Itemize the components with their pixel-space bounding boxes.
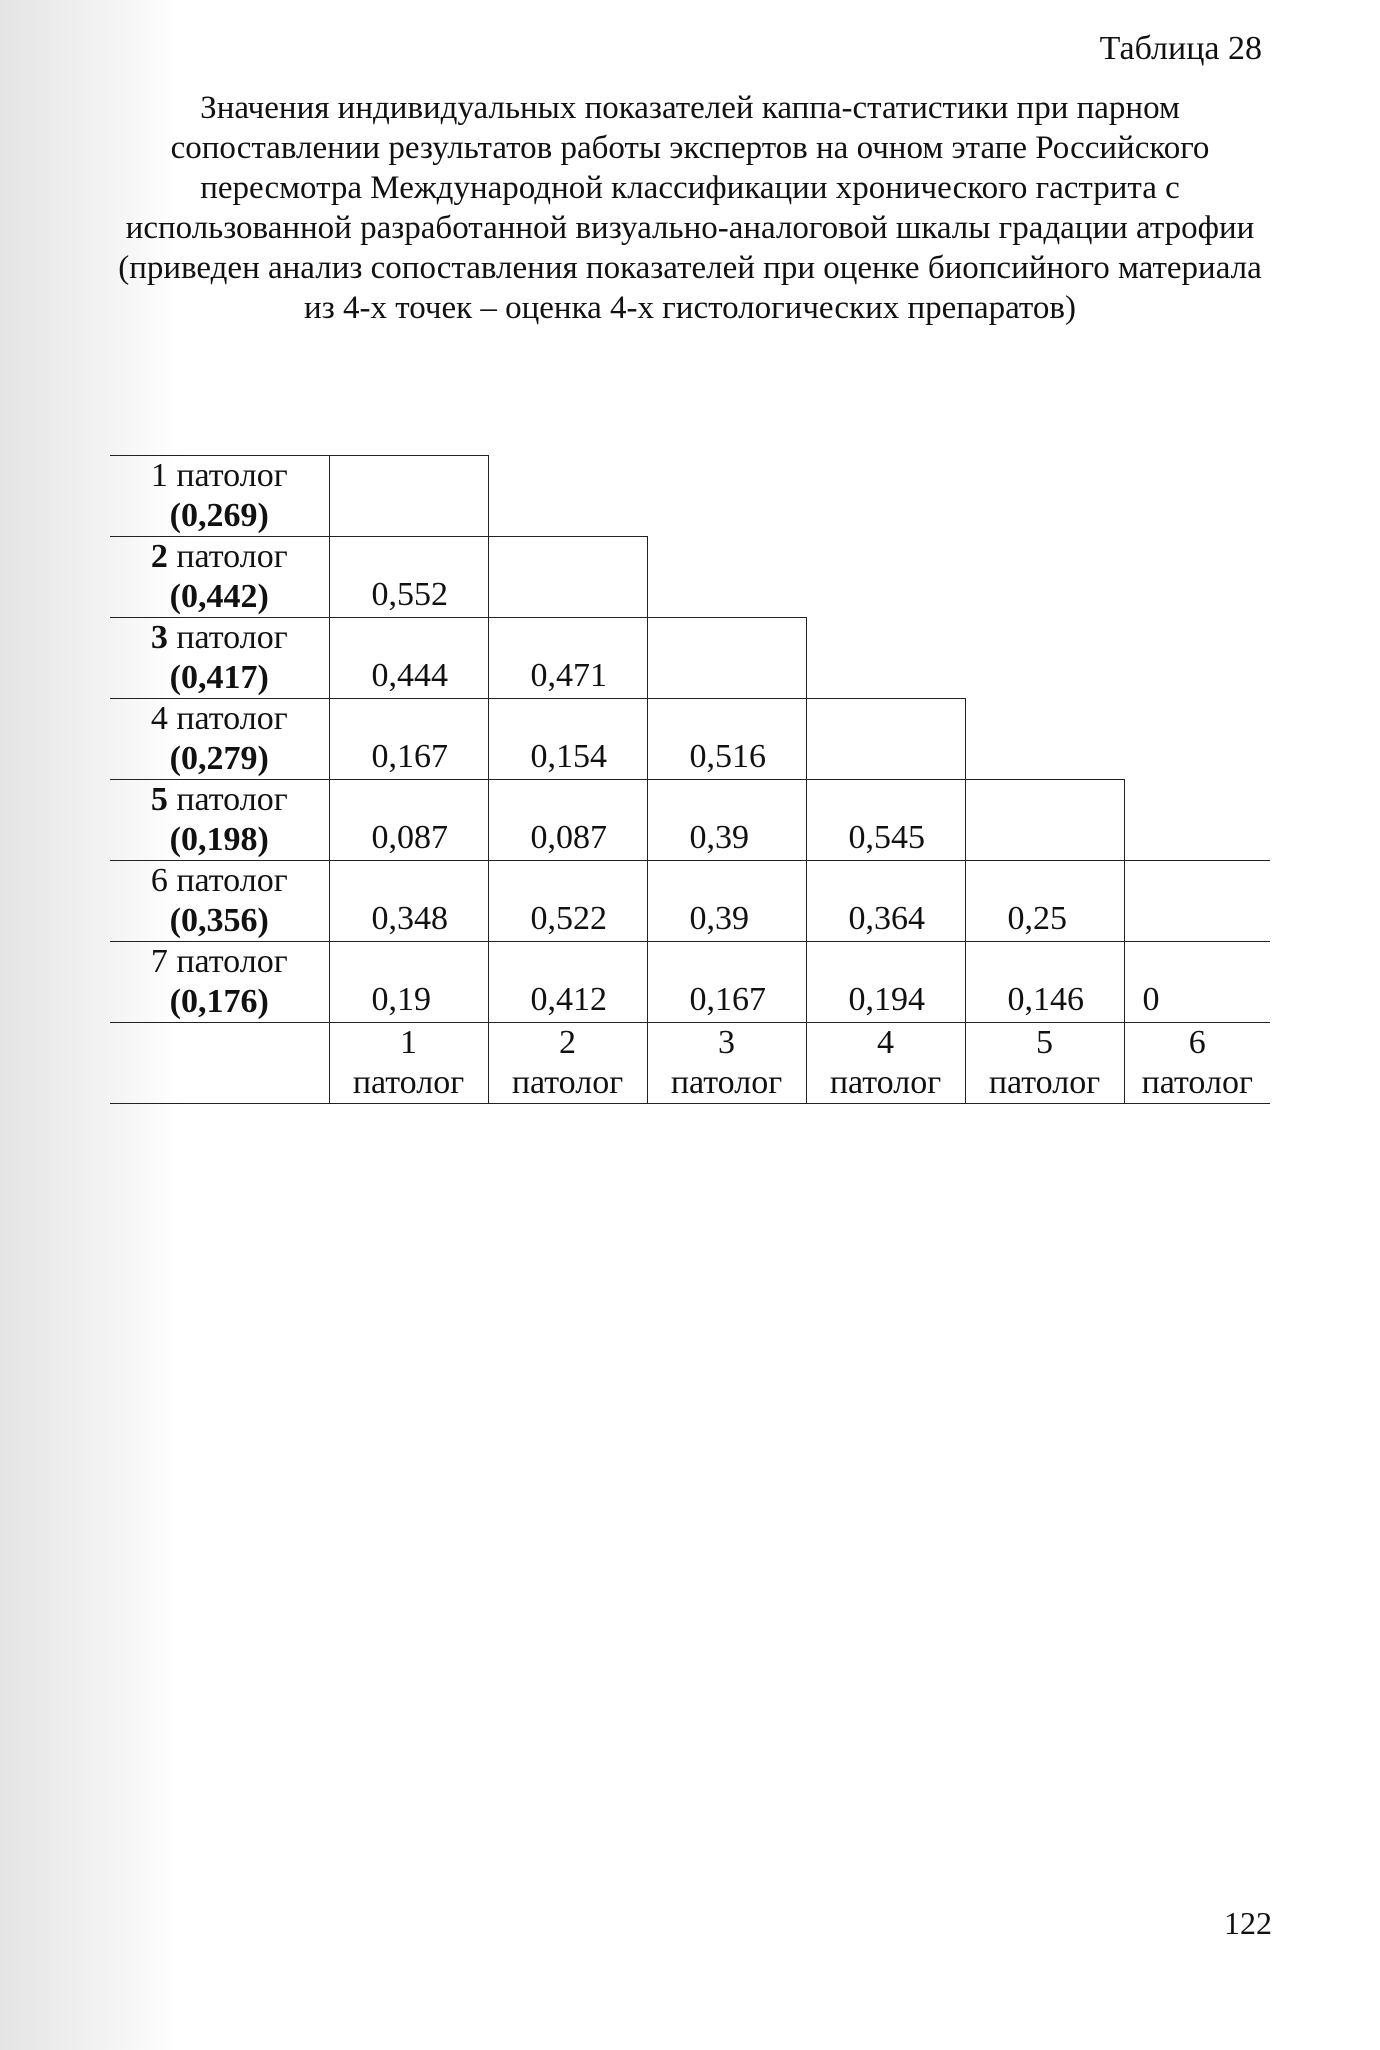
kappa-matrix-table xyxy=(110,455,1270,1104)
row-header-name xyxy=(110,537,329,577)
empty-step-cell xyxy=(647,618,806,699)
column-header-number: 3 xyxy=(718,1024,735,1061)
column-header-row xyxy=(110,1023,1270,1104)
column-header-word: патолог xyxy=(511,1064,624,1101)
table-row xyxy=(110,942,1270,1023)
column-header-word: патолог xyxy=(829,1064,942,1101)
empty-step-cell xyxy=(488,537,647,618)
row-header-name xyxy=(110,861,329,901)
kappa-value-cell: 0,167 xyxy=(647,942,806,1023)
kappa-value-cell: 0,552 xyxy=(329,537,488,618)
kappa-value-cell: 0,39 xyxy=(647,861,806,942)
row-header-word: патолог xyxy=(176,619,288,656)
blank-cell xyxy=(965,699,1124,780)
table-label: Таблица 28 xyxy=(1099,30,1262,67)
empty-step-cell xyxy=(806,699,965,780)
table-row xyxy=(110,861,1270,942)
row-header-name xyxy=(110,942,329,982)
column-header-number: 6 xyxy=(1188,1024,1206,1061)
row-header-pathologist xyxy=(110,942,329,1023)
kappa-value-cell: 0,412 xyxy=(488,942,647,1023)
column-header-number: 1 xyxy=(400,1024,417,1061)
row-header-name xyxy=(110,699,329,739)
table-row xyxy=(110,456,1270,537)
column-header-number: 2 xyxy=(559,1024,576,1061)
blank-cell xyxy=(1124,699,1270,780)
blank-cell xyxy=(965,456,1124,537)
blank-cell xyxy=(1124,780,1270,861)
column-header-word: патолог xyxy=(670,1064,783,1101)
kappa-value-cell: 0,154 xyxy=(488,699,647,780)
kappa-value-cell: 0,087 xyxy=(488,780,647,861)
row-header-pathologist xyxy=(110,537,329,618)
row-header-pathologist xyxy=(110,861,329,942)
row-header-kappa: (0,356) xyxy=(169,902,269,939)
blank-cell xyxy=(1124,456,1270,537)
column-header-number: 4 xyxy=(877,1024,894,1061)
column-header-pathologist xyxy=(965,1023,1124,1104)
row-header-number: 3 xyxy=(150,619,168,656)
page-number: 122 xyxy=(1224,1905,1272,1941)
kappa-value-cell: 0,167 xyxy=(329,699,488,780)
row-header-name xyxy=(110,618,329,658)
column-header-pathologist xyxy=(806,1023,965,1104)
column-header-pathologist xyxy=(1124,1023,1270,1104)
row-header-word: патолог xyxy=(176,538,288,575)
row-header-number: 2 xyxy=(150,538,168,575)
kappa-value-cell: 0,39 xyxy=(647,780,806,861)
row-header-kappa: (0,269) xyxy=(169,497,269,534)
blank-cell xyxy=(806,618,965,699)
row-header-name xyxy=(110,456,329,496)
kappa-value-cell: 0,364 xyxy=(806,861,965,942)
row-header-number: 4 xyxy=(150,700,168,737)
column-header-word: патолог xyxy=(1141,1064,1253,1101)
kappa-value-cell: 0,444 xyxy=(329,618,488,699)
kappa-value-cell: 0,545 xyxy=(806,780,965,861)
kappa-value-cell: 0,087 xyxy=(329,780,488,861)
blank-cell xyxy=(1124,537,1270,618)
row-header-name xyxy=(110,780,329,820)
kappa-value-cell: 0,19 xyxy=(329,942,488,1023)
table-row xyxy=(110,699,1270,780)
kappa-value-cell: 0,471 xyxy=(488,618,647,699)
empty-step-cell xyxy=(965,780,1124,861)
row-header-number: 1 xyxy=(150,457,168,494)
row-header-pathologist xyxy=(110,456,329,537)
corner-cell xyxy=(110,1023,329,1104)
empty-step-cell xyxy=(329,456,488,537)
row-header-kappa: (0,176) xyxy=(169,983,269,1020)
row-header-pathologist xyxy=(110,699,329,780)
row-header-kappa: (0,442) xyxy=(169,578,269,615)
row-header-word: патолог xyxy=(176,700,288,737)
blank-cell xyxy=(965,537,1124,618)
column-header-word: патолог xyxy=(988,1064,1101,1101)
kappa-value-cell: 0,25 xyxy=(965,861,1124,942)
kappa-value-cell: 0,348 xyxy=(329,861,488,942)
kappa-value-cell: 0,522 xyxy=(488,861,647,942)
blank-cell xyxy=(806,456,965,537)
column-header-word: патолог xyxy=(352,1064,465,1101)
kappa-value-cell: 0,516 xyxy=(647,699,806,780)
blank-cell xyxy=(965,618,1124,699)
blank-cell xyxy=(1124,618,1270,699)
row-header-word: патолог xyxy=(176,943,288,980)
column-header-pathologist xyxy=(647,1023,806,1104)
row-header-kappa: (0,417) xyxy=(169,659,269,696)
table-row xyxy=(110,537,1270,618)
table-row xyxy=(110,780,1270,861)
kappa-value-cell: 0 xyxy=(1124,942,1270,1023)
row-header-word: патолог xyxy=(176,781,288,818)
matrix-body xyxy=(110,456,1270,1104)
row-header-number: 5 xyxy=(150,781,168,818)
table-row xyxy=(110,618,1270,699)
row-header-word: патолог xyxy=(176,862,288,899)
blank-cell xyxy=(806,537,965,618)
blank-cell xyxy=(647,537,806,618)
row-header-word: патолог xyxy=(176,457,288,494)
row-header-kappa: (0,279) xyxy=(169,740,269,777)
table-caption: Значения индивидуальных показателей каппа-статистики при парном сопоставлении результатов работы экспертов на очном этапе Российского пересмотра Международной классификации хронического гастрита с использованной разработанной визуально-аналоговой шкалы градации атрофии (приведен анализ сопоставления показателей при оценке биопсийного материала из 4-х точек – оценка 4-х гистологических препаратов) xyxy=(118,90,1262,326)
row-header-pathologist xyxy=(110,780,329,861)
kappa-value-cell: 0,146 xyxy=(965,942,1124,1023)
column-header-number: 5 xyxy=(1036,1024,1053,1061)
row-header-number: 7 xyxy=(150,943,168,980)
row-header-pathologist xyxy=(110,618,329,699)
row-header-number: 6 xyxy=(150,862,168,899)
column-header-pathologist xyxy=(329,1023,488,1104)
column-header-pathologist xyxy=(488,1023,647,1104)
empty-step-cell xyxy=(1124,861,1270,942)
row-header-kappa: (0,198) xyxy=(169,821,269,858)
kappa-value-cell: 0,194 xyxy=(806,942,965,1023)
blank-cell xyxy=(488,456,647,537)
blank-cell xyxy=(647,456,806,537)
